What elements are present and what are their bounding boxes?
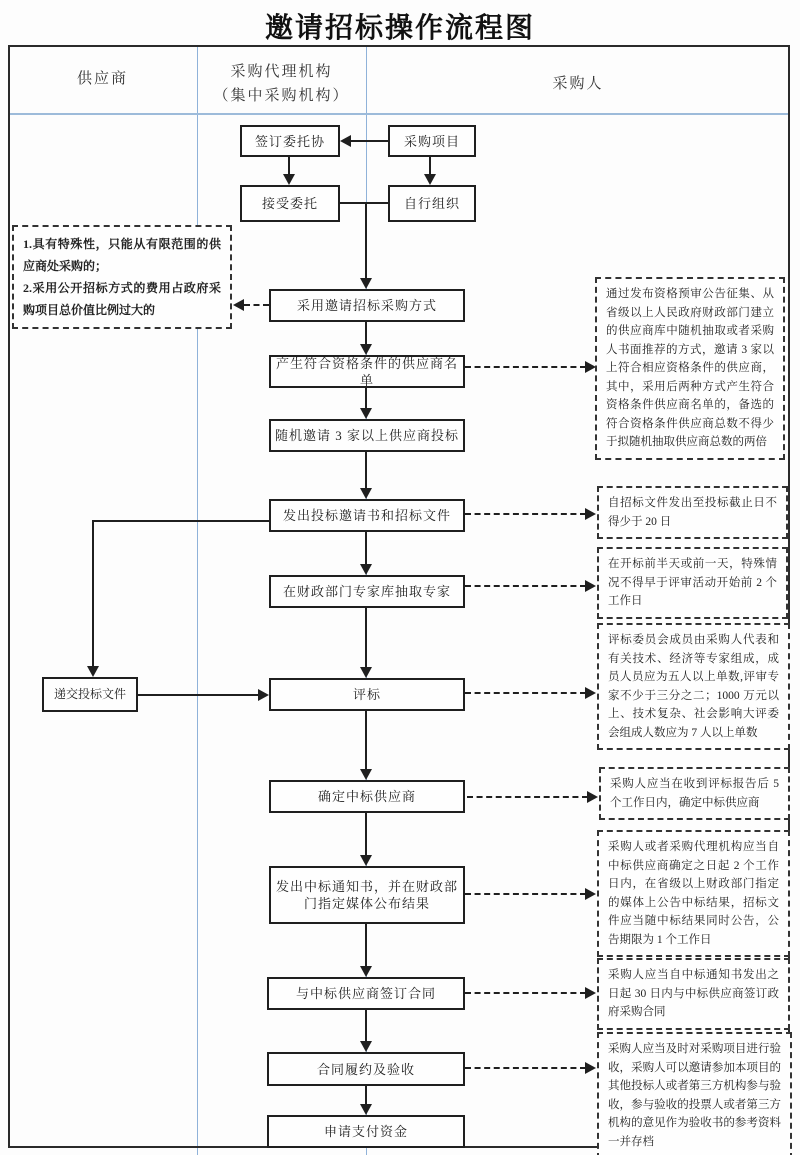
flow-box-adopt-method: 采用邀请招标采购方式 [269,289,465,322]
note-line-2: 2.采用公开招标方式的费用占政府采购项目总价值比例过大的 [23,281,221,317]
connector-line [138,694,258,696]
note-5-working-days: 采购人应当在收到评标报告后 5 个工作日内，确定中标供应商 [599,767,790,820]
arrowhead-down [360,564,372,575]
dashed-connector [465,513,586,515]
flow-box-extract-experts: 在财政部门专家库抽取专家 [269,575,465,608]
arrowhead-down [360,1104,372,1115]
flow-box-procurement-project: 采购项目 [388,125,476,157]
connector-line [365,1086,367,1105]
arrowhead-right [258,689,269,701]
connector-line [340,202,388,204]
flow-box-self-organize: 自行组织 [388,185,476,222]
arrowhead-down [360,966,372,977]
note-evaluation-committee: 评标委员会成员由采购人代表和有关技术、经济等专家组成，成员人员应为五人以上单数,评审专家不少于三分之二；1000 万元以上、技术复杂、社会影响大评委会组成人数应为 7 人以上单数 [597,623,790,750]
arrowhead-down [424,174,436,185]
arrowhead-down [360,408,372,419]
connector-line [365,711,367,770]
lane-header-supplier: 供应商 [76,71,128,87]
dashed-connector [465,893,586,895]
arrowhead-down [360,1041,372,1052]
arrowhead-right [585,1062,596,1074]
arrowhead-right [585,888,596,900]
connector-line [365,452,367,489]
note-supplier-sourcing: 通过发布资格预审公告征集、从省级以上人民政府财政部门建立的供应商库中随机抽取或者采购人书面推荐的方式，邀请 3 家以上符合相应资格条件的供应商，其中，采用后两种方式产生符合资格条件供应商名单的，备选的符合资格条件供应商总数不得少于拟随机抽取供应商总数的两倍 [595,277,785,460]
arrowhead-right [585,687,596,699]
dashed-connector [465,366,586,368]
flow-box-sign-agreement: 签订委托协 [240,125,340,157]
note-result-announcement: 采购人或者采购代理机构应当自中标供应商确定之日起 2 个工作日内，在省级以上财政部门指定的媒体上公告中标结果，招标文件应当随中标结果同时公告，公告期限为 1 个工作日 [597,830,790,957]
connector-line [429,157,431,175]
flow-box-accept-entrust: 接受委托 [240,185,340,222]
connector-line [92,520,94,667]
flow-box-issue-invitation: 发出投标邀请书和招标文件 [269,499,465,532]
flow-box-apply-payment: 申请支付资金 [267,1115,465,1148]
connector-line [365,608,367,668]
arrowhead-down [360,769,372,780]
arrowhead-right [585,508,596,520]
flow-box-announce-result: 发出中标通知书，并在财政部门指定媒体公布结果 [269,866,465,924]
lane-header-purchaser: 采购人 [552,76,604,92]
arrowhead-down [360,278,372,289]
connector-line [365,202,367,279]
lane-header-agency-line1: 采购代理机构 [230,64,333,80]
flow-box-random-invite: 随机邀请 3 家以上供应商投标 [269,419,465,452]
arrowhead-left [340,135,351,147]
arrowhead-down [360,488,372,499]
dashed-connector [465,692,586,694]
note-acceptance-inspection: 采购人应当及时对采购项目进行验收，采购人可以邀请参加本项目的其他投标人或者第三方机构参与验收，参与验收的投票人或者第三方机构的意见作为验收书的参考资料一并存档 [597,1032,792,1155]
note-line-1: 1.具有特殊性，只能从有限范围的供应商处采购的； [23,237,221,273]
connector-line [92,520,269,522]
flow-box-performance-acceptance: 合同履约及验收 [267,1052,465,1086]
dashed-connector [244,304,269,306]
flow-box-sign-contract: 与中标供应商签订合同 [267,977,465,1010]
arrowhead-right [587,791,598,803]
flow-box-qualified-list: 产生符合资格条件的供应商名单 [269,355,465,388]
dashed-connector [465,1067,586,1069]
connector-line [365,322,367,345]
lane-header-agency [197,60,366,108]
arrowhead-down [283,174,295,185]
flow-box-evaluate: 评标 [269,678,465,711]
connector-line [288,157,290,175]
connector-line [365,924,367,967]
arrowhead-down [360,855,372,866]
connector-line [365,388,367,409]
connector-line [365,532,367,565]
note-30-days-contract: 采购人应当自中标通知书发出之日起 30 日内与中标供应商签订政府采购合同 [597,958,790,1030]
dashed-connector [465,585,586,587]
arrowhead-left [233,299,244,311]
arrowhead-right [585,987,596,999]
lane-header-agency-line2: （集中采购机构） [213,88,350,104]
arrowhead-down [87,666,99,677]
dashed-connector [467,796,588,798]
page-title: 邀请招标操作流程图 [264,13,535,44]
connector-line [351,140,388,142]
arrowhead-right [585,580,596,592]
connector-line [365,813,367,856]
note-20-days: 自招标文件发出至投标截止日不得少于 20 日 [597,486,788,539]
arrowhead-down [360,344,372,355]
flow-box-submit-bid-docs: 递交投标文件 [42,677,138,712]
flow-box-determine-winner: 确定中标供应商 [269,780,465,813]
arrowhead-down [360,667,372,678]
note-expert-timing: 在开标前半天或前一天，特殊情况不得早于评审活动开始前 2 个工作日 [597,547,788,619]
connector-line [365,1010,367,1042]
dashed-connector [465,992,586,994]
note-invitation-conditions [12,225,232,329]
